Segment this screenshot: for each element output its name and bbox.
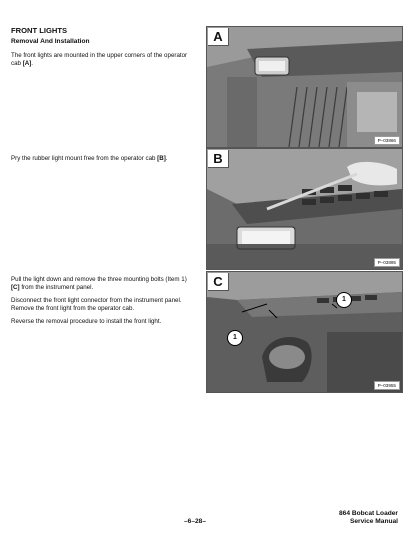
photo-code: P–03955	[374, 381, 400, 390]
page-number: –6–28–	[184, 518, 207, 525]
figure-b-photo	[207, 149, 402, 269]
figure-label: B	[208, 150, 229, 168]
figure-a-photo	[207, 27, 402, 147]
figure-a	[206, 26, 403, 148]
figure-label: C	[208, 273, 229, 291]
footer-model: 864 Bobcat Loader	[339, 510, 398, 517]
paragraph-3: Pull the light down and remove the three mounting bolts (Item 1) [C] from the instrument panel.	[11, 276, 187, 291]
photo-code: P–03895	[374, 258, 400, 267]
footer-manual: Service Manual	[349, 518, 398, 525]
callout-1-badge: 1	[227, 330, 243, 346]
paragraph-4: Disconnect the front light connector from the instrument panel. Remove the front light from the operator cab.	[11, 297, 182, 312]
paragraph-2: Pry the rubber light mount free from the operator cab [B].	[11, 155, 168, 162]
photo-code: P–03866	[374, 136, 400, 145]
figure-c	[206, 271, 403, 393]
paragraph-1: The front lights are mounted in the upper corners of the operator cab [A].	[11, 52, 188, 67]
figure-label: A	[208, 28, 229, 46]
paragraph-5: Reverse the removal procedure to install the front light.	[11, 318, 162, 325]
figure-b	[206, 148, 403, 270]
callout-1-badge: 1	[336, 292, 352, 308]
section-subtitle: Removal And Installation	[11, 38, 90, 45]
section-title: FRONT LIGHTS	[11, 26, 68, 35]
